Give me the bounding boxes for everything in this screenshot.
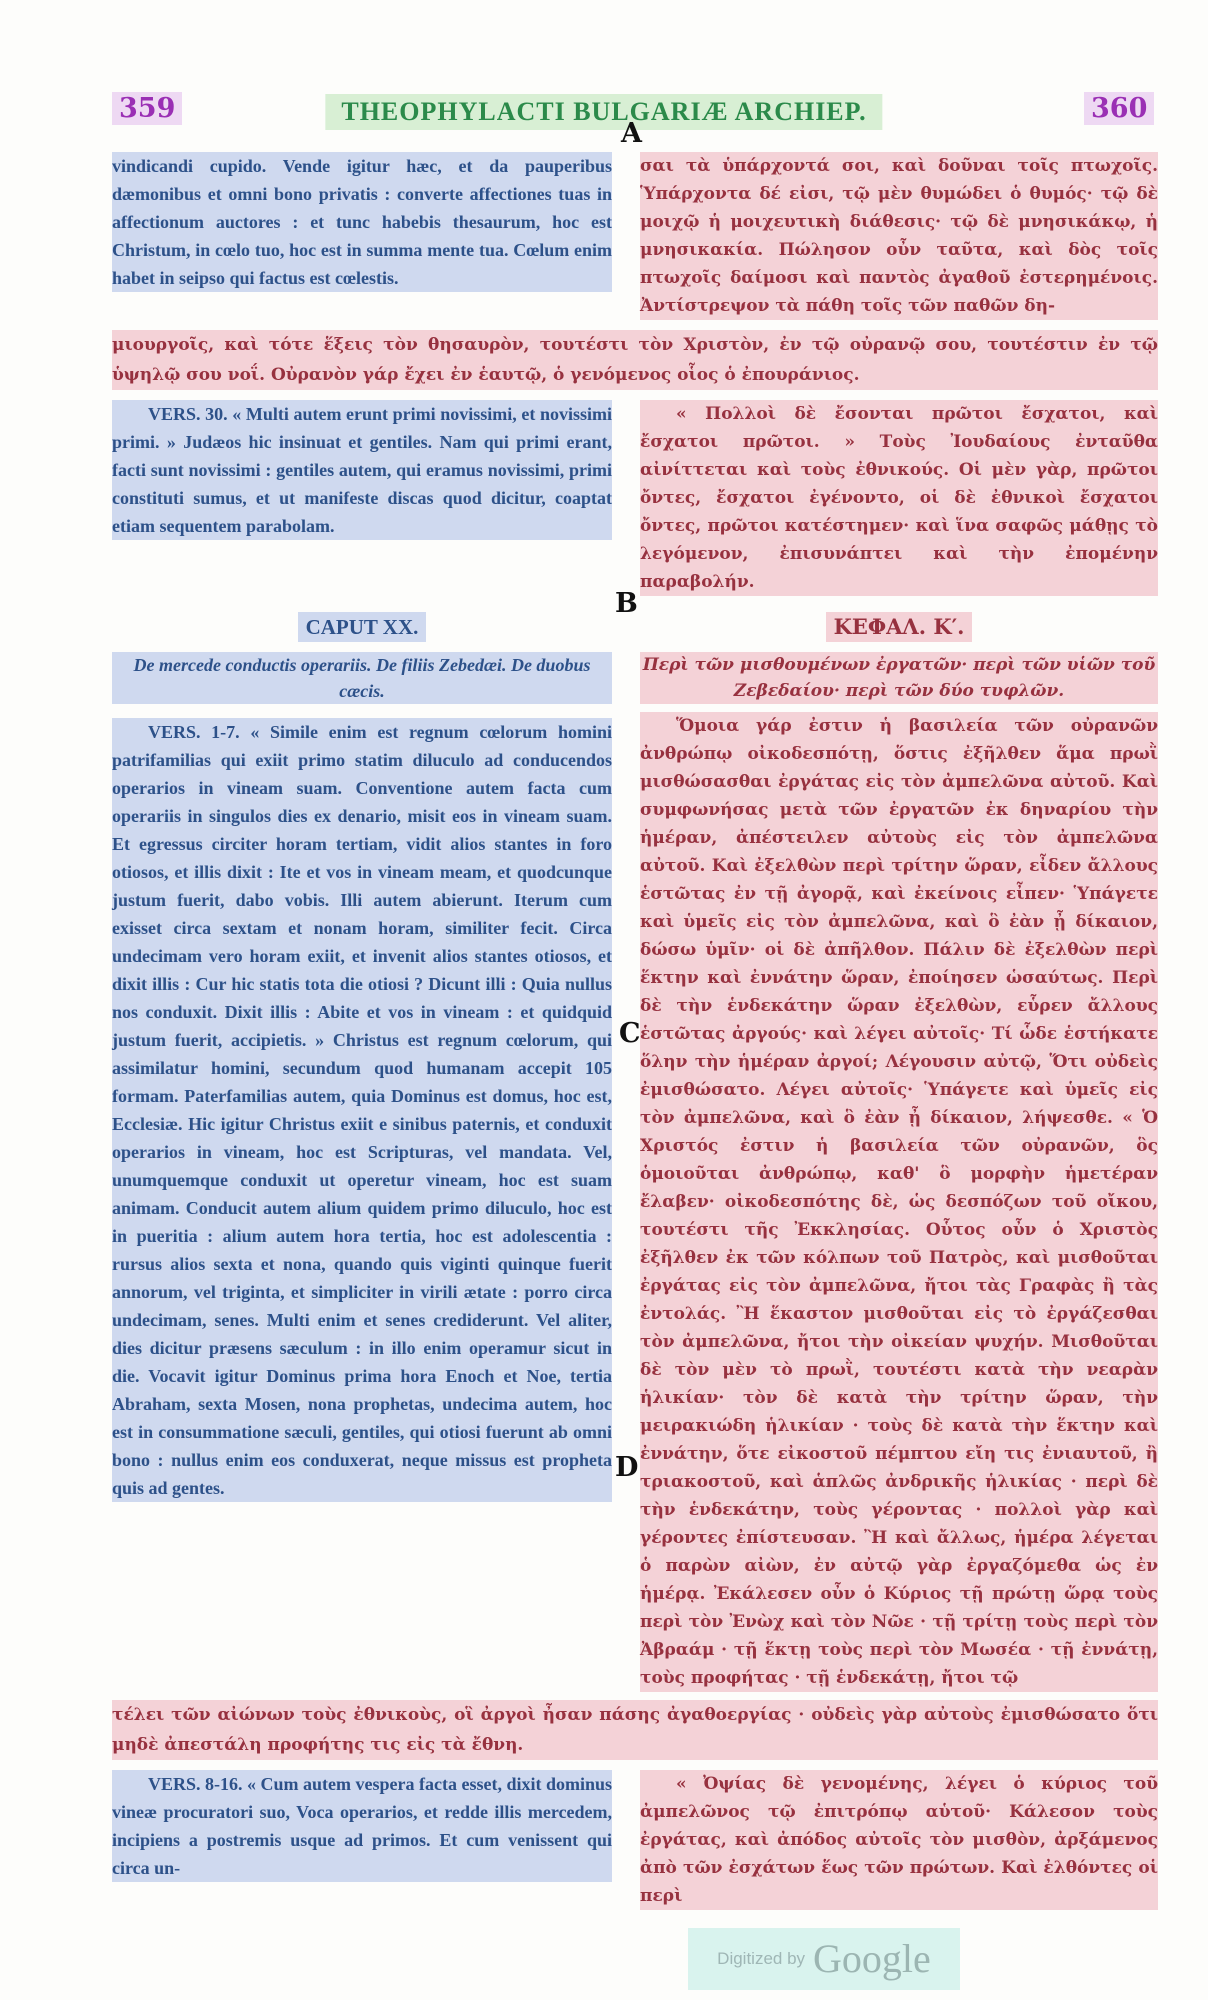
greek-chapter-heading: ΚΕΦΑΛ. Κ′. (826, 612, 973, 642)
page-number-right: 360 (1084, 92, 1154, 125)
page-title: THEOPHYLACTI BULGARIÆ ARCHIEP. (325, 94, 882, 130)
greek-chapter-subtitle: Περὶ τῶν μισθουμένων ἐργατῶν· περὶ τῶν υἱῶν τοῦ Ζεβεδαίου· περὶ τῶν δύο τυφλῶν. (640, 652, 1158, 704)
greek-fullwidth-passage-2: τέλει τῶν αἰώνων τοὺς ἐθνικοὺς, οἳ ἀργοὶ ἦσαν πάσης ἀγαθοεργίας · οὐδεὶς γὰρ αὐτοὺς ἐμισθώσατο ὅτι μηδὲ ἀπεστάλη προφήτης τις εἰς τὰ ἔθνη. (112, 1700, 1158, 1760)
latin-paragraph-vers8-16: VERS. 8-16. « Cum autem vespera facta esset, dixit dominus vineæ procuratori suo, Voca operarios, et redde illis mercedem, incipiens a postremis usque ad primos. Et cum venissent qui circa un- (112, 1770, 612, 1882)
section-marker-b: B (615, 588, 638, 619)
google-logo: Google (813, 1936, 931, 1981)
greek-paragraph-vers30: « Πολλοὶ δὲ ἔσονται πρῶτοι ἔσχατοι, καὶ ἔσχατοι πρῶτοι. » Τοὺς Ἰουδαίους ἐνταῦθα αἰνίττεται καὶ τοὺς ἐθνικούς. Οἱ μὲν γὰρ, πρῶτοι ὄντες, ἔσχατοι ἐγένοντο, οἱ δὲ ἐθνικοὶ ἔσχατοι ὄντες, πρῶτοι κατέστημεν· καὶ ἵνα σαφῶς μάθῃς τὸ λεγόμενον, ἐπισυνάπτει καὶ τὴν ἐπομένην παραβολήν. (640, 400, 1158, 596)
latin-paragraph-continuation: vindicandi cupido. Vende igitur hæc, et da pauperibus dæmonibus et omni bono privatis : converte affectiones tuas in affectionum auctores : et tunc habebis thesaurum, hoc est Christum, in cœlo tuo, hoc est in summa mente tua. Cœlum enim habet in seipso qui factus est cœlestis. (112, 152, 612, 292)
latin-paragraph-vers1-7: VERS. 1-7. « Simile enim est regnum cœlorum homini patrifamilias qui exiit primo statim diluculo ad conducendos operarios in vineam suam. Conventione autem facta cum operariis in singulos dies ex denario, misit eos in vineam suam. Et egressus circiter horam tertiam, vidit alios stantes in foro otiosos, et illis dixit : Ite et vos in vineam meam, et quodcunque justum fuerit, dabo vobis. Illi autem abierunt. Iterum cum exisset circa sextam et nonam horam, similiter fecit. Circa undecimam vero horam exiit, et invenit alios stantes otiosos, et dixit illis : Cur hic statis tota die otiosi ? Dicunt illi : Quia nullus nos conduxit. Dixit illis : Abite et vos in vineam : et quidquid justum fuerit, accipietis. » Christus est regnum cœlorum, qui assimilatur homini, secundum quod humanam accepit 105 formam. Paterfamilias autem, quia Dominus est domus, hoc est, Ecclesiæ. Hic igitur Christus exiit e sinibus paternis, et conduxit operarios in vineam, hoc est Scripturas, vel mandata. Vel, unumquemque conduxit ut operetur vineam, hoc est suam animam. Conducit autem alium quidem primo diluculo, hoc est in pueritia : alium autem hora tertia, hoc est adolescentia : rursus alios sexta et nona, quando quis viginti quinque fuerit annorum, vel triginta, et simpliciter in virili ætate : porro circa undecimam, senes. Multi enim et senes crediderunt. Vel aliter, dies dicitur præsens sæculum : in illo enim operamur sicut in die. Vocavit igitur Dominus prima hora Enoch et Noe, tertia Abraham, sexta Mosen, nona prophetas, undecima autem, hoc est in consummatione sæculi, gentiles, qui otiosi fuerunt ab omni bono : nullus enim eos conduxerat, neque missus est propheta quis ad gentes. (112, 718, 612, 1502)
section-marker-a: A (621, 118, 642, 149)
latin-paragraph-vers30: VERS. 30. « Multi autem erunt primi novissimi, et novissimi primi. » Judæos hic insinuat et gentiles. Nam qui primi erant, facti sunt novissimi : gentiles autem, qui eramus novissimi, primi constituti sumus, et ut manifeste discas quod dicitur, coaptat etiam sequentem parabolam. (112, 400, 612, 540)
greek-chapter-heading-row (640, 612, 1158, 643)
greek-paragraph-vers1-7: Ὅμοια γάρ ἐστιν ἡ βασιλεία τῶν οὐρανῶν ἀνθρώπῳ οἰκοδεσπότῃ, ὅστις ἐξῆλθεν ἅμα πρωῒ μισθώσασθαι ἐργάτας εἰς τὸν ἀμπελῶνα αὐτοῦ. Καὶ συμφωνήσας μετὰ τῶν ἐργατῶν ἐκ δηναρίου τὴν ἡμέραν, ἀπέστειλεν αὐτοὺς εἰς τὸν ἀμπελῶνα αὐτοῦ. Καὶ ἐξελθὼν περὶ τρίτην ὥραν, εἶδεν ἄλλους ἑστῶτας ἐν τῇ ἀγορᾷ, καὶ ἐκείνοις εἶπεν· Ὑπάγετε καὶ ὑμεῖς εἰς τὸν ἀμπελῶνα, καὶ ὃ ἐὰν ᾖ δίκαιον, δώσω ὑμῖν· οἱ δὲ ἀπῆλθον. Πάλιν δὲ ἐξελθὼν περὶ ἕκτην καὶ ἐννάτην ὥραν, ἐποίησεν ὡσαύτως. Περὶ δὲ τὴν ἑνδεκάτην ὥραν ἐξελθὼν, εὗρεν ἄλλους ἑστῶτας ἀργούς· καὶ λέγει αὐτοῖς· Τί ὧδε ἑστήκατε ὅλην τὴν ἡμέραν ἀργοί; Λέγουσιν αὐτῷ, Ὅτι οὐδεὶς ἐμισθώσατο. Λέγει αὐτοῖς· Ὑπάγετε καὶ ὑμεῖς εἰς τὸν ἀμπελῶνα, καὶ ὃ ἐὰν ᾖ δίκαιον, λήψεσθε. « Ὁ Χριστός ἐστιν ἡ βασιλεία τῶν οὐρανῶν, ὃς ὁμοιοῦται ἀνθρώπῳ, καθ' ὃ μορφὴν ἡμετέραν ἔλαβεν· οἰκοδεσπότης δὲ, ὡς δεσπόζων τοῦ οἴκου, τουτέστι τῆς Ἐκκλησίας. Οὗτος οὖν ὁ Χριστὸς ἐξῆλθεν ἐκ τῶν κόλπων τοῦ Πατρὸς, καὶ μισθοῦται ἐργάτας εἰς τὸν ἀμπελῶνα, ἤτοι τὰς Γραφὰς ἢ τὰς ἐντολάς. Ἢ ἕκαστον μισθοῦται εἰς τὸ ἐργάζεσθαι τὸν ἀμπελῶνα, ἤτοι τὴν οἰκείαν ψυχήν. Μισθοῦται δὲ τὸν μὲν τὸ πρωῒ, τουτέστι κατὰ τὴν νεαρὰν ἡλικίαν· τὸν δὲ κατὰ τὴν τρίτην ὥραν, τὴν μειρακιώδη ἡλικίαν · τοὺς δὲ κατὰ τὴν ἕκτην καὶ ἐννάτην, ὅτε εἰκοστοῦ πέμπτου εἴη τις ἐνιαυτοῦ, ἢ τριακοστοῦ, καὶ ἁπλῶς ἀνδρικῆς ἡλικίας · περὶ δὲ τὴν ἑνδεκάτην, τοὺς γέροντας · πολλοὶ γὰρ καὶ γέροντες ἐπίστευσαν. Ἢ καὶ ἄλλως, ἡμέρα λέγεται ὁ παρὼν αἰὼν, ἐν αὐτῷ γὰρ ἐργαζόμεθα ὡς ἐν ἡμέρᾳ. Ἐκάλεσεν οὖν ὁ Κύριος τῇ πρώτῃ ὥρᾳ τοὺς περὶ τὸν Ἐνὼχ καὶ τὸν Νῶε · τῇ τρίτῃ τοὺς περὶ τὸν Ἀβραάμ · τῇ ἕκτῃ τοὺς περὶ τὸν Μωσέα · τῇ ἐννάτῃ, τοὺς προφήτας · τῇ ἑνδεκάτῃ, ἤτοι τῷ (640, 712, 1158, 1692)
latin-chapter-heading: CAPUT XX. (298, 612, 427, 642)
digitized-by-label: Digitized by (717, 1949, 806, 1968)
google-watermark (688, 1928, 960, 1990)
greek-paragraph-continuation: σαι τὰ ὑπάρχοντά σοι, καὶ δοῦναι τοῖς πτωχοῖς. Ὑπάρχοντα δέ εἰσι, τῷ μὲν θυμώδει ὁ θυμός· τῷ δὲ μοιχῷ ἡ μοιχευτικὴ διάθεσις· τῷ δὲ μνησικάκῳ, ἡ μνησικακία. Πώλησον οὖν ταῦτα, καὶ δὸς τοῖς πτωχοῖς δαίμοσι καὶ παντὸς ἀγαθοῦ ἐστερημένοις. Ἀντίστρεψον τὰ πάθη τοῖς τῶν παθῶν δη- (640, 152, 1158, 320)
section-marker-c: C (619, 1018, 641, 1049)
section-marker-d: D (615, 1452, 639, 1483)
greek-fullwidth-passage-1: μιουργοῖς, καὶ τότε ἕξεις τὸν θησαυρὸν, τουτέστι τὸν Χριστὸν, ἐν τῷ οὐρανῷ σου, τουτέστιν ἐν τῷ ὑψηλῷ σου νοΐ. Οὐρανὸν γάρ ἔχει ἐν ἑαυτῷ, ὁ γενόμενος οἷος ὁ ἐπουράνιος. (112, 330, 1158, 390)
page-number-left: 359 (112, 92, 182, 125)
latin-chapter-heading-row (112, 612, 612, 642)
greek-paragraph-vers8-16: « Ὀψίας δὲ γενομένης, λέγει ὁ κύριος τοῦ ἀμπελῶνος τῷ ἐπιτρόπῳ αὑτοῦ· Κάλεσον τοὺς ἐργάτας, καὶ ἀπόδος αὐτοῖς τὸν μισθὸν, ἀρξάμενος ἀπὸ τῶν ἐσχάτων ἕως τῶν πρώτων. Καὶ ἐλθόντες οἱ περὶ (640, 1770, 1158, 1910)
latin-chapter-subtitle: De mercede conductis operariis. De filiis Zebedæi. De duobus cæcis. (112, 652, 612, 704)
